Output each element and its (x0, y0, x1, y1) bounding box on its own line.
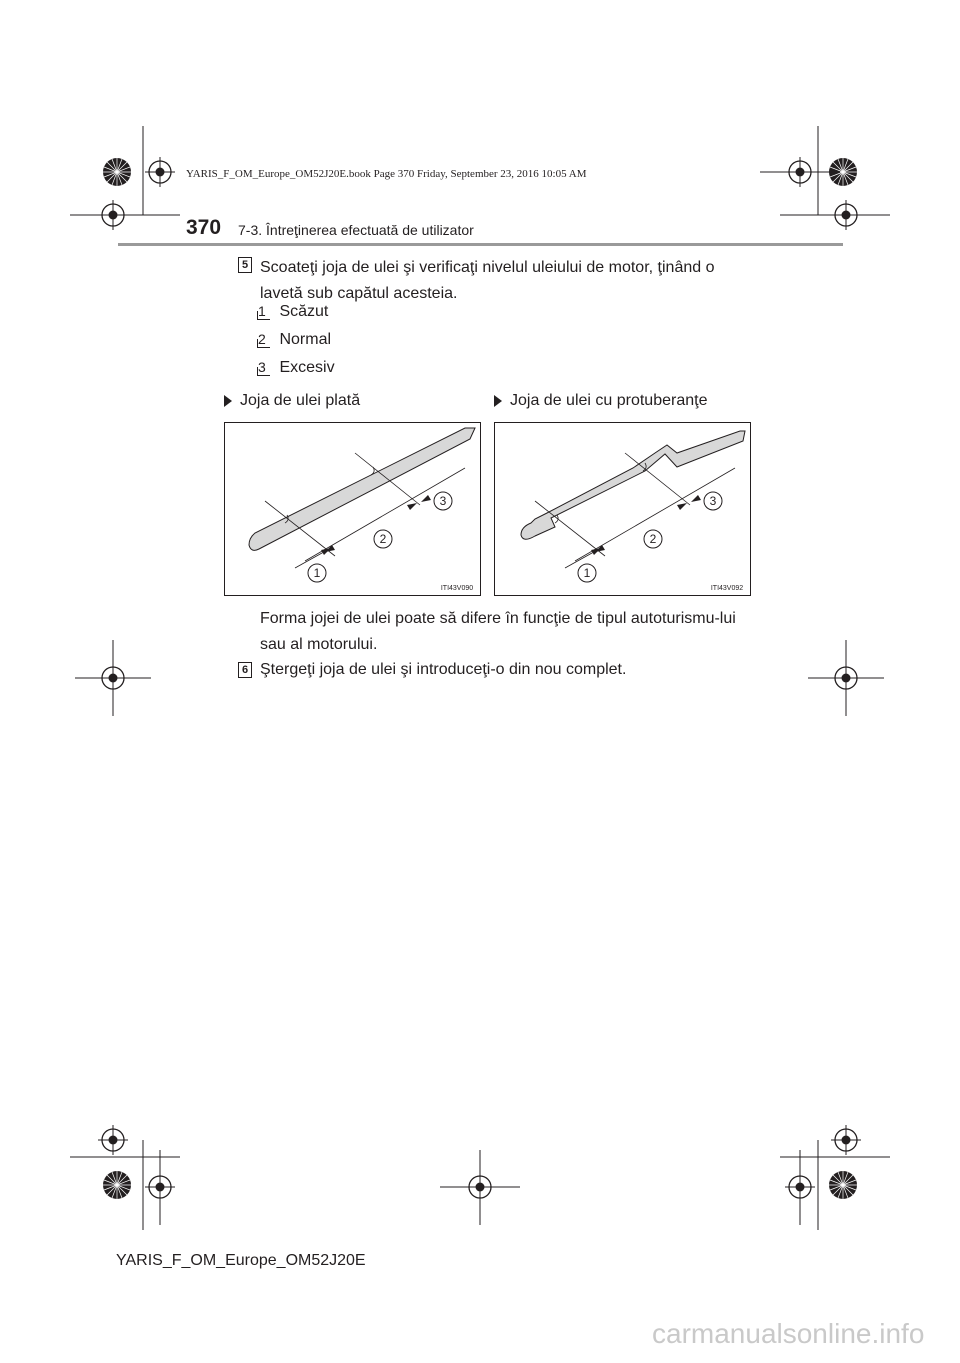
footer-code: YARIS_F_OM_Europe_OM52J20E (116, 1252, 366, 1269)
caption-bumped-dipstick: Joja de ulei cu protuberanţe (494, 392, 707, 410)
section-title: 7-3. Întreţinerea efectuată de utilizator (238, 222, 474, 238)
note-text: Forma jojei de ulei poate să difere în funcţie de tipul autoturismu-lui sau al motorului. (260, 610, 736, 653)
number-mark: 1 (258, 303, 272, 319)
caption-flat-dipstick: Joja de ulei plată (224, 392, 360, 410)
level-item-excess (258, 359, 335, 377)
level-label: Normal (279, 331, 332, 348)
dipstick-shape (521, 431, 745, 539)
step-6-text: Ştergeţi joja de ulei şi introduceţi-o din nou complet. (260, 661, 627, 678)
page-number: 370 (186, 216, 222, 239)
level-label: Scăzut (279, 303, 329, 320)
dipstick-shape (249, 428, 475, 550)
callout-2: 2 (649, 532, 657, 546)
figure-code: ITI43V092 (710, 585, 744, 592)
number-mark: 2 (258, 331, 272, 347)
callout-2: 2 (379, 532, 387, 546)
bullet-triangle-icon (224, 395, 232, 407)
number-mark: 3 (258, 359, 272, 375)
callout-3: 3 (709, 494, 717, 508)
figure-flat-dipstick (224, 422, 481, 596)
step-5-badge: 5 (238, 257, 252, 273)
callout-1: 1 (313, 566, 321, 580)
callout-3: 3 (439, 494, 447, 508)
bullet-triangle-icon (494, 395, 502, 407)
book-info-line: YARIS_F_OM_Europe_OM52J20E.book Page 370 Friday, September 23, 2016 10:05 AM (186, 168, 587, 180)
header-rule (118, 243, 843, 246)
callout-1: 1 (583, 566, 591, 580)
step-5-text: Scoateţi joja de ulei şi verificaţi nivelul uleiului de motor, ţinând o lavetă sub capătul acesteia. (260, 259, 715, 302)
watermark: carmanualsonline.info (652, 1318, 925, 1349)
level-item-normal (258, 331, 331, 349)
figure-code: ITI43V090 (440, 585, 474, 592)
level-label: Excesiv (279, 359, 335, 376)
figure-bumped-dipstick (494, 422, 751, 596)
step-6-badge: 6 (238, 662, 252, 678)
level-item-low (258, 303, 328, 321)
